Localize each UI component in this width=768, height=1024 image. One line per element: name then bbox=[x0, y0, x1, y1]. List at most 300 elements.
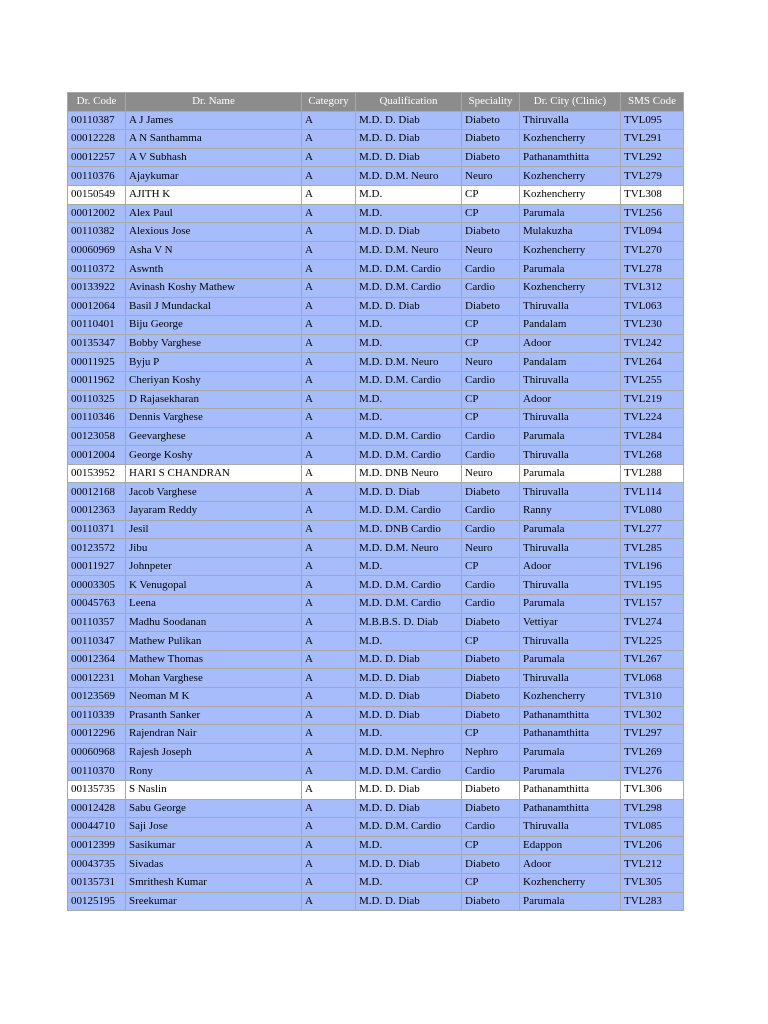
header-speciality: Speciality bbox=[462, 93, 520, 112]
cell-dr-code: 00110339 bbox=[68, 706, 126, 725]
header-row bbox=[68, 93, 684, 112]
cell-dr-code: 00110401 bbox=[68, 316, 126, 335]
cell-dr-city: Ranny bbox=[520, 502, 621, 521]
cell-speciality: CP bbox=[462, 873, 520, 892]
cell-speciality: Nephro bbox=[462, 743, 520, 762]
cell-dr-name: Rajesh Joseph bbox=[126, 743, 302, 762]
cell-dr-name: Geevarghese bbox=[126, 427, 302, 446]
cell-dr-name: Smrithesh Kumar bbox=[126, 873, 302, 892]
cell-dr-name: Dennis Varghese bbox=[126, 409, 302, 428]
cell-qualification: M.D. D.M. Cardio bbox=[356, 502, 462, 521]
cell-dr-code: 00135347 bbox=[68, 334, 126, 353]
cell-dr-name: Prasanth Sanker bbox=[126, 706, 302, 725]
cell-sms-code: TVL276 bbox=[621, 762, 684, 781]
cell-dr-name: Jayaram Reddy bbox=[126, 502, 302, 521]
table-row bbox=[68, 223, 684, 242]
table-row bbox=[68, 725, 684, 744]
cell-qualification: M.D. D.M. Neuro bbox=[356, 241, 462, 260]
cell-qualification: M.D. bbox=[356, 204, 462, 223]
cell-category: A bbox=[302, 390, 356, 409]
cell-category: A bbox=[302, 260, 356, 279]
cell-category: A bbox=[302, 576, 356, 595]
table-row bbox=[68, 260, 684, 279]
table-row bbox=[68, 185, 684, 204]
cell-dr-city: Kozhencherry bbox=[520, 185, 621, 204]
cell-dr-city: Pandalam bbox=[520, 353, 621, 372]
cell-category: A bbox=[302, 520, 356, 539]
cell-dr-name: Jesil bbox=[126, 520, 302, 539]
cell-dr-city: Adoor bbox=[520, 557, 621, 576]
cell-qualification: M.D. D.M. Cardio bbox=[356, 762, 462, 781]
table-body bbox=[68, 111, 684, 911]
cell-sms-code: TVL274 bbox=[621, 613, 684, 632]
cell-category: A bbox=[302, 780, 356, 799]
cell-category: A bbox=[302, 557, 356, 576]
cell-sms-code: TVL302 bbox=[621, 706, 684, 725]
cell-speciality: CP bbox=[462, 390, 520, 409]
cell-dr-city: Thiruvalla bbox=[520, 409, 621, 428]
cell-category: A bbox=[302, 762, 356, 781]
cell-speciality: Cardio bbox=[462, 762, 520, 781]
cell-dr-code: 00012064 bbox=[68, 297, 126, 316]
cell-dr-code: 00012296 bbox=[68, 725, 126, 744]
cell-qualification: M.D. D.M. Nephro bbox=[356, 743, 462, 762]
cell-sms-code: TVL224 bbox=[621, 409, 684, 428]
cell-sms-code: TVL305 bbox=[621, 873, 684, 892]
cell-dr-city: Pandalam bbox=[520, 316, 621, 335]
cell-category: A bbox=[302, 502, 356, 521]
cell-qualification: M.D. D. Diab bbox=[356, 855, 462, 874]
cell-dr-city: Parumala bbox=[520, 464, 621, 483]
cell-dr-code: 00012168 bbox=[68, 483, 126, 502]
cell-dr-name: Bobby Varghese bbox=[126, 334, 302, 353]
cell-dr-city: Thiruvalla bbox=[520, 371, 621, 390]
cell-dr-city: Adoor bbox=[520, 390, 621, 409]
cell-dr-name: Sivadas bbox=[126, 855, 302, 874]
cell-dr-code: 00123058 bbox=[68, 427, 126, 446]
table-row bbox=[68, 613, 684, 632]
header-sms-code: SMS Code bbox=[621, 93, 684, 112]
cell-dr-city: Parumala bbox=[520, 204, 621, 223]
cell-speciality: Neuro bbox=[462, 167, 520, 186]
cell-sms-code: TVL284 bbox=[621, 427, 684, 446]
table-header bbox=[68, 93, 684, 112]
cell-dr-code: 00110347 bbox=[68, 632, 126, 651]
cell-sms-code: TVL268 bbox=[621, 446, 684, 465]
cell-speciality: Diabeto bbox=[462, 669, 520, 688]
cell-qualification: M.D. D.M. Neuro bbox=[356, 353, 462, 372]
cell-dr-city: Parumala bbox=[520, 762, 621, 781]
cell-dr-city: Thiruvalla bbox=[520, 111, 621, 130]
cell-dr-code: 00110357 bbox=[68, 613, 126, 632]
table-row bbox=[68, 836, 684, 855]
cell-dr-city: Adoor bbox=[520, 855, 621, 874]
cell-category: A bbox=[302, 650, 356, 669]
cell-speciality: Diabeto bbox=[462, 130, 520, 149]
cell-dr-code: 00012231 bbox=[68, 669, 126, 688]
cell-category: A bbox=[302, 409, 356, 428]
cell-qualification: M.D. bbox=[356, 632, 462, 651]
cell-qualification: M.D. bbox=[356, 836, 462, 855]
cell-qualification: M.D. DNB Cardio bbox=[356, 520, 462, 539]
cell-speciality: Diabeto bbox=[462, 223, 520, 242]
table-row bbox=[68, 167, 684, 186]
cell-sms-code: TVL256 bbox=[621, 204, 684, 223]
cell-sms-code: TVL292 bbox=[621, 148, 684, 167]
cell-dr-code: 00011927 bbox=[68, 557, 126, 576]
cell-dr-name: A V Subhash bbox=[126, 148, 302, 167]
cell-sms-code: TVL310 bbox=[621, 688, 684, 707]
cell-sms-code: TVL288 bbox=[621, 464, 684, 483]
table-row bbox=[68, 111, 684, 130]
cell-dr-name: Neoman M K bbox=[126, 688, 302, 707]
table-row bbox=[68, 557, 684, 576]
table-row bbox=[68, 818, 684, 837]
cell-dr-city: Edappon bbox=[520, 836, 621, 855]
cell-dr-name: Asha V N bbox=[126, 241, 302, 260]
table-row bbox=[68, 334, 684, 353]
cell-speciality: CP bbox=[462, 334, 520, 353]
cell-category: A bbox=[302, 241, 356, 260]
cell-category: A bbox=[302, 167, 356, 186]
table-row bbox=[68, 390, 684, 409]
cell-dr-code: 00012002 bbox=[68, 204, 126, 223]
cell-dr-city: Parumala bbox=[520, 260, 621, 279]
cell-dr-code: 00045763 bbox=[68, 595, 126, 614]
cell-category: A bbox=[302, 446, 356, 465]
table-row bbox=[68, 632, 684, 651]
cell-dr-city: Thiruvalla bbox=[520, 483, 621, 502]
cell-dr-code: 00110387 bbox=[68, 111, 126, 130]
cell-qualification: M.D. bbox=[356, 725, 462, 744]
cell-dr-name: Alex Paul bbox=[126, 204, 302, 223]
cell-sms-code: TVL308 bbox=[621, 185, 684, 204]
cell-speciality: Diabeto bbox=[462, 483, 520, 502]
cell-dr-code: 00012364 bbox=[68, 650, 126, 669]
cell-dr-city: Mulakuzha bbox=[520, 223, 621, 242]
cell-dr-name: D Rajasekharan bbox=[126, 390, 302, 409]
cell-dr-name: K Venugopal bbox=[126, 576, 302, 595]
cell-qualification: M.D. D.M. Cardio bbox=[356, 427, 462, 446]
cell-dr-city: Thiruvalla bbox=[520, 446, 621, 465]
cell-sms-code: TVL306 bbox=[621, 780, 684, 799]
cell-category: A bbox=[302, 595, 356, 614]
cell-category: A bbox=[302, 892, 356, 911]
cell-qualification: M.D. D. Diab bbox=[356, 223, 462, 242]
cell-speciality: CP bbox=[462, 725, 520, 744]
cell-dr-city: Adoor bbox=[520, 334, 621, 353]
cell-sms-code: TVL225 bbox=[621, 632, 684, 651]
cell-dr-name: Sabu George bbox=[126, 799, 302, 818]
cell-dr-code: 00043735 bbox=[68, 855, 126, 874]
cell-category: A bbox=[302, 371, 356, 390]
table-row bbox=[68, 688, 684, 707]
cell-dr-city: Pathanamthitta bbox=[520, 780, 621, 799]
cell-dr-city: Vettiyar bbox=[520, 613, 621, 632]
cell-speciality: Diabeto bbox=[462, 111, 520, 130]
cell-speciality: Neuro bbox=[462, 241, 520, 260]
cell-dr-city: Thiruvalla bbox=[520, 297, 621, 316]
cell-dr-code: 00060969 bbox=[68, 241, 126, 260]
cell-qualification: M.D. D. Diab bbox=[356, 650, 462, 669]
cell-speciality: Diabeto bbox=[462, 799, 520, 818]
table-row bbox=[68, 316, 684, 335]
table-row bbox=[68, 297, 684, 316]
cell-speciality: Diabeto bbox=[462, 706, 520, 725]
table-row bbox=[68, 706, 684, 725]
cell-speciality: Cardio bbox=[462, 595, 520, 614]
cell-category: A bbox=[302, 855, 356, 874]
table-row bbox=[68, 241, 684, 260]
table-row bbox=[68, 502, 684, 521]
cell-dr-code: 00003305 bbox=[68, 576, 126, 595]
cell-dr-code: 00110370 bbox=[68, 762, 126, 781]
cell-category: A bbox=[302, 632, 356, 651]
cell-dr-name: Jibu bbox=[126, 539, 302, 558]
table-row bbox=[68, 780, 684, 799]
table-row bbox=[68, 873, 684, 892]
cell-qualification: M.D. bbox=[356, 390, 462, 409]
cell-sms-code: TVL157 bbox=[621, 595, 684, 614]
cell-dr-name: Alexious Jose bbox=[126, 223, 302, 242]
cell-sms-code: TVL068 bbox=[621, 669, 684, 688]
cell-sms-code: TVL269 bbox=[621, 743, 684, 762]
cell-dr-city: Pathanamthitta bbox=[520, 148, 621, 167]
cell-speciality: CP bbox=[462, 836, 520, 855]
cell-category: A bbox=[302, 799, 356, 818]
cell-dr-name: Basil J Mundackal bbox=[126, 297, 302, 316]
cell-qualification: M.D. D. Diab bbox=[356, 148, 462, 167]
header-dr-code: Dr. Code bbox=[68, 93, 126, 112]
table-row bbox=[68, 409, 684, 428]
cell-sms-code: TVL278 bbox=[621, 260, 684, 279]
cell-category: A bbox=[302, 223, 356, 242]
cell-qualification: M.D. D.M. Cardio bbox=[356, 818, 462, 837]
table-row bbox=[68, 483, 684, 502]
cell-dr-city: Thiruvalla bbox=[520, 539, 621, 558]
cell-category: A bbox=[302, 130, 356, 149]
table-row bbox=[68, 130, 684, 149]
cell-speciality: Neuro bbox=[462, 353, 520, 372]
cell-speciality: Cardio bbox=[462, 576, 520, 595]
cell-dr-city: Kozhencherry bbox=[520, 241, 621, 260]
cell-speciality: Diabeto bbox=[462, 297, 520, 316]
table-row bbox=[68, 278, 684, 297]
cell-speciality: Diabeto bbox=[462, 780, 520, 799]
cell-dr-code: 00110325 bbox=[68, 390, 126, 409]
cell-speciality: Cardio bbox=[462, 502, 520, 521]
cell-category: A bbox=[302, 818, 356, 837]
cell-dr-name: Sreekumar bbox=[126, 892, 302, 911]
cell-qualification: M.D. D.M. Cardio bbox=[356, 278, 462, 297]
table-row bbox=[68, 743, 684, 762]
cell-category: A bbox=[302, 427, 356, 446]
cell-qualification: M.D. D.M. Cardio bbox=[356, 446, 462, 465]
cell-speciality: CP bbox=[462, 632, 520, 651]
cell-sms-code: TVL285 bbox=[621, 539, 684, 558]
cell-qualification: M.D. D. Diab bbox=[356, 706, 462, 725]
cell-dr-code: 00135731 bbox=[68, 873, 126, 892]
cell-speciality: Cardio bbox=[462, 278, 520, 297]
cell-qualification: M.D. bbox=[356, 557, 462, 576]
table-row bbox=[68, 595, 684, 614]
cell-dr-name: Avinash Koshy Mathew bbox=[126, 278, 302, 297]
cell-speciality: Diabeto bbox=[462, 650, 520, 669]
cell-dr-code: 00011962 bbox=[68, 371, 126, 390]
cell-dr-code: 00011925 bbox=[68, 353, 126, 372]
cell-qualification: M.D. D.M. Cardio bbox=[356, 576, 462, 595]
cell-category: A bbox=[302, 297, 356, 316]
header-qualification: Qualification bbox=[356, 93, 462, 112]
cell-category: A bbox=[302, 111, 356, 130]
cell-dr-name: Leena bbox=[126, 595, 302, 614]
cell-category: A bbox=[302, 148, 356, 167]
table-row bbox=[68, 427, 684, 446]
cell-category: A bbox=[302, 873, 356, 892]
cell-sms-code: TVL094 bbox=[621, 223, 684, 242]
table-row bbox=[68, 576, 684, 595]
cell-dr-code: 00012399 bbox=[68, 836, 126, 855]
cell-qualification: M.D. D. Diab bbox=[356, 130, 462, 149]
cell-qualification: M.D. bbox=[356, 873, 462, 892]
table-row bbox=[68, 855, 684, 874]
cell-dr-city: Parumala bbox=[520, 650, 621, 669]
cell-qualification: M.D. D. Diab bbox=[356, 780, 462, 799]
cell-dr-name: Johnpeter bbox=[126, 557, 302, 576]
cell-dr-city: Kozhencherry bbox=[520, 873, 621, 892]
cell-dr-name: HARI S CHANDRAN bbox=[126, 464, 302, 483]
cell-sms-code: TVL264 bbox=[621, 353, 684, 372]
cell-dr-code: 00110346 bbox=[68, 409, 126, 428]
cell-category: A bbox=[302, 836, 356, 855]
cell-speciality: CP bbox=[462, 185, 520, 204]
cell-dr-city: Parumala bbox=[520, 743, 621, 762]
cell-qualification: M.D. D. Diab bbox=[356, 483, 462, 502]
cell-speciality: Cardio bbox=[462, 446, 520, 465]
cell-qualification: M.D. D.M. Neuro bbox=[356, 539, 462, 558]
table-row bbox=[68, 353, 684, 372]
cell-dr-code: 00012004 bbox=[68, 446, 126, 465]
cell-dr-name: Rony bbox=[126, 762, 302, 781]
cell-dr-name: Jacob Varghese bbox=[126, 483, 302, 502]
cell-qualification: M.D. bbox=[356, 185, 462, 204]
cell-qualification: M.D. D. Diab bbox=[356, 799, 462, 818]
cell-speciality: Neuro bbox=[462, 539, 520, 558]
cell-category: A bbox=[302, 743, 356, 762]
cell-sms-code: TVL230 bbox=[621, 316, 684, 335]
cell-sms-code: TVL279 bbox=[621, 167, 684, 186]
cell-sms-code: TVL298 bbox=[621, 799, 684, 818]
cell-qualification: M.D. D. Diab bbox=[356, 892, 462, 911]
cell-dr-name: S Naslin bbox=[126, 780, 302, 799]
cell-dr-code: 00044710 bbox=[68, 818, 126, 837]
cell-sms-code: TVL219 bbox=[621, 390, 684, 409]
table-row bbox=[68, 799, 684, 818]
cell-qualification: M.D. D.M. Cardio bbox=[356, 371, 462, 390]
cell-dr-city: Parumala bbox=[520, 595, 621, 614]
cell-dr-code: 00110371 bbox=[68, 520, 126, 539]
cell-speciality: Cardio bbox=[462, 427, 520, 446]
cell-dr-code: 00012257 bbox=[68, 148, 126, 167]
cell-dr-code: 00060968 bbox=[68, 743, 126, 762]
cell-sms-code: TVL255 bbox=[621, 371, 684, 390]
cell-dr-city: Thiruvalla bbox=[520, 669, 621, 688]
cell-dr-city: Pathanamthitta bbox=[520, 799, 621, 818]
cell-dr-code: 00110372 bbox=[68, 260, 126, 279]
cell-sms-code: TVL063 bbox=[621, 297, 684, 316]
cell-dr-code: 00123569 bbox=[68, 688, 126, 707]
cell-dr-city: Thiruvalla bbox=[520, 818, 621, 837]
table-row bbox=[68, 762, 684, 781]
cell-qualification: M.D. D. Diab bbox=[356, 297, 462, 316]
cell-dr-city: Parumala bbox=[520, 520, 621, 539]
cell-dr-code: 00135735 bbox=[68, 780, 126, 799]
cell-dr-name: Aswnth bbox=[126, 260, 302, 279]
table-row bbox=[68, 464, 684, 483]
cell-sms-code: TVL114 bbox=[621, 483, 684, 502]
header-category: Category bbox=[302, 93, 356, 112]
cell-dr-name: Madhu Soodanan bbox=[126, 613, 302, 632]
cell-dr-name: Rajendran Nair bbox=[126, 725, 302, 744]
table-row bbox=[68, 669, 684, 688]
cell-dr-city: Kozhencherry bbox=[520, 130, 621, 149]
cell-sms-code: TVL212 bbox=[621, 855, 684, 874]
table-row bbox=[68, 650, 684, 669]
cell-sms-code: TVL206 bbox=[621, 836, 684, 855]
cell-dr-code: 00012363 bbox=[68, 502, 126, 521]
cell-dr-name: Saji Jose bbox=[126, 818, 302, 837]
cell-category: A bbox=[302, 669, 356, 688]
cell-category: A bbox=[302, 334, 356, 353]
cell-dr-city: Kozhencherry bbox=[520, 278, 621, 297]
cell-qualification: M.D. bbox=[356, 334, 462, 353]
cell-speciality: Neuro bbox=[462, 464, 520, 483]
cell-qualification: M.B.B.S. D. Diab bbox=[356, 613, 462, 632]
cell-dr-name: Mohan Varghese bbox=[126, 669, 302, 688]
cell-category: A bbox=[302, 688, 356, 707]
cell-dr-city: Pathanamthitta bbox=[520, 725, 621, 744]
cell-dr-name: Sasikumar bbox=[126, 836, 302, 855]
cell-speciality: CP bbox=[462, 409, 520, 428]
cell-dr-code: 00110382 bbox=[68, 223, 126, 242]
cell-category: A bbox=[302, 316, 356, 335]
cell-speciality: Cardio bbox=[462, 818, 520, 837]
cell-dr-code: 00125195 bbox=[68, 892, 126, 911]
cell-dr-name: Cheriyan Koshy bbox=[126, 371, 302, 390]
cell-dr-name: AJITH K bbox=[126, 185, 302, 204]
cell-sms-code: TVL242 bbox=[621, 334, 684, 353]
cell-sms-code: TVL297 bbox=[621, 725, 684, 744]
cell-category: A bbox=[302, 706, 356, 725]
cell-category: A bbox=[302, 278, 356, 297]
table-row bbox=[68, 204, 684, 223]
cell-qualification: M.D. bbox=[356, 409, 462, 428]
cell-speciality: Diabeto bbox=[462, 688, 520, 707]
cell-category: A bbox=[302, 613, 356, 632]
cell-qualification: M.D. D.M. Cardio bbox=[356, 595, 462, 614]
cell-dr-city: Parumala bbox=[520, 892, 621, 911]
cell-category: A bbox=[302, 483, 356, 502]
header-dr-name: Dr. Name bbox=[126, 93, 302, 112]
cell-dr-city: Thiruvalla bbox=[520, 632, 621, 651]
table-row bbox=[68, 446, 684, 465]
cell-dr-name: A J James bbox=[126, 111, 302, 130]
cell-sms-code: TVL085 bbox=[621, 818, 684, 837]
cell-speciality: CP bbox=[462, 204, 520, 223]
cell-category: A bbox=[302, 353, 356, 372]
cell-qualification: M.D. D. Diab bbox=[356, 688, 462, 707]
cell-sms-code: TVL270 bbox=[621, 241, 684, 260]
